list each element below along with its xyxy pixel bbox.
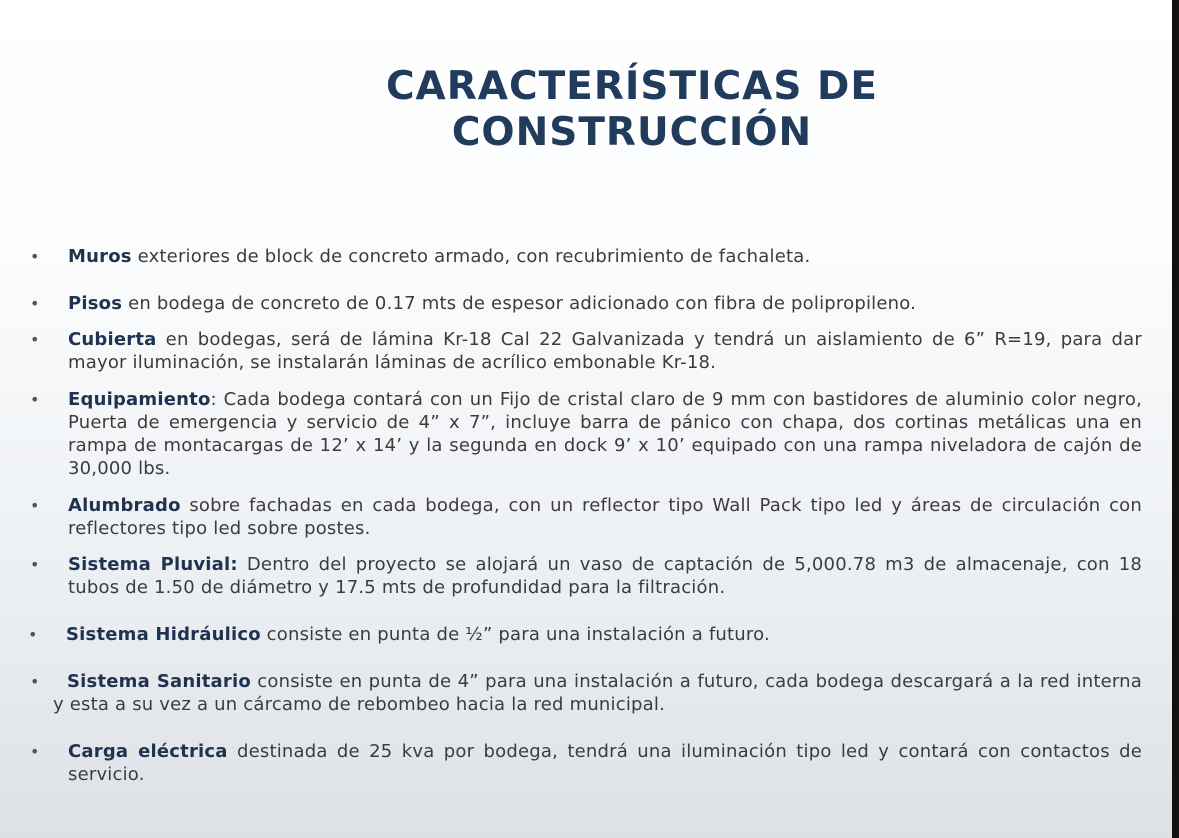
item-text: consiste en punta de 4” para una instalación a futuro, cada bodega descargará a la red interna y esta a su vez a un cárcamo de rebombeo hacia la red municipal. [53,671,1142,715]
slide-title-line-2: CONSTRUCCIÓN [451,110,813,155]
list-item-sistema-sanitario [30,670,1142,716]
item-text: : Cada bodega contará con un Fijo de cristal claro de 9 mm con bastidores de aluminio color negro, Puerta de emergencia y servicio de 4” x 7”, incluye barra de pánico con chapa, dos cortinas metálicas una en rampa de montacargas de 12’ x 14’ y la segunda en dock 9’ x 10’ equipado con una rampa niveladora de cajón de 30,000 lbs. [68,389,1142,479]
list-item-carga-electrica [30,740,1142,786]
item-label: Pisos [68,293,123,314]
list-item-pisos [30,292,1142,315]
item-label: Cubierta [68,329,157,350]
bullet-icon: • [30,330,40,349]
item-label: Sistema Hidráulico [66,624,261,645]
list-item-alumbrado [30,494,1142,540]
bullet-icon: • [30,294,40,313]
bullet-icon: • [30,496,40,515]
item-label: Equipamiento [68,389,211,410]
item-label: Carga eléctrica [68,741,228,762]
item-text: consiste en punta de ½” para una instalación a futuro. [260,624,770,645]
list-item-sistema-pluvial [30,553,1143,599]
item-text: sobre fachadas en cada bodega, con un reflector tipo Wall Pack tipo led y áreas de circulación con reflectores tipo led sobre postes. [68,495,1142,539]
slide-title-line-1: CARACTERÍSTICAS DE [385,64,879,109]
item-text: exteriores de block de concreto armado, con recubrimiento de fachaleta. [131,246,811,267]
bullet-icon: • [30,555,40,574]
item-text: en bodegas, será de lámina Kr-18 Cal 22 Galvanizada y tendrá un aislamiento de 6” R=19, para dar mayor iluminación, se instalarán láminas de acrílico embonable Kr-18. [68,329,1142,373]
item-label: Sistema Sanitario [67,671,251,692]
item-label: Alumbrado [68,495,181,516]
bullet-icon: • [30,390,40,409]
list-item-sistema-hidraulico [28,623,1142,646]
list-item-muros [30,245,1142,268]
list-item-equipamiento [30,388,1142,480]
item-label: Sistema Pluvial: [68,554,238,575]
item-text: destinada de 25 kva por bodega, tendrá una iluminación tipo led y contará con contactos de servicio. [68,741,1142,785]
bullet-icon: • [30,672,40,691]
list-item-cubierta [30,328,1142,374]
bullet-icon: • [30,742,40,761]
item-text: Dentro del proyecto se alojará un vaso de captación de 5,000.78 m3 de almacenaje, con 18 tubos de 1.50 de diámetro y 17.5 mts de profundidad para la filtración. [68,554,1143,598]
screen-edge [1172,0,1179,838]
bullet-icon: • [30,247,40,266]
item-text: en bodega de concreto de 0.17 mts de espesor adicionado con fibra de polipropileno. [122,293,917,314]
bullet-icon: • [28,625,38,644]
item-label: Muros [68,246,132,267]
